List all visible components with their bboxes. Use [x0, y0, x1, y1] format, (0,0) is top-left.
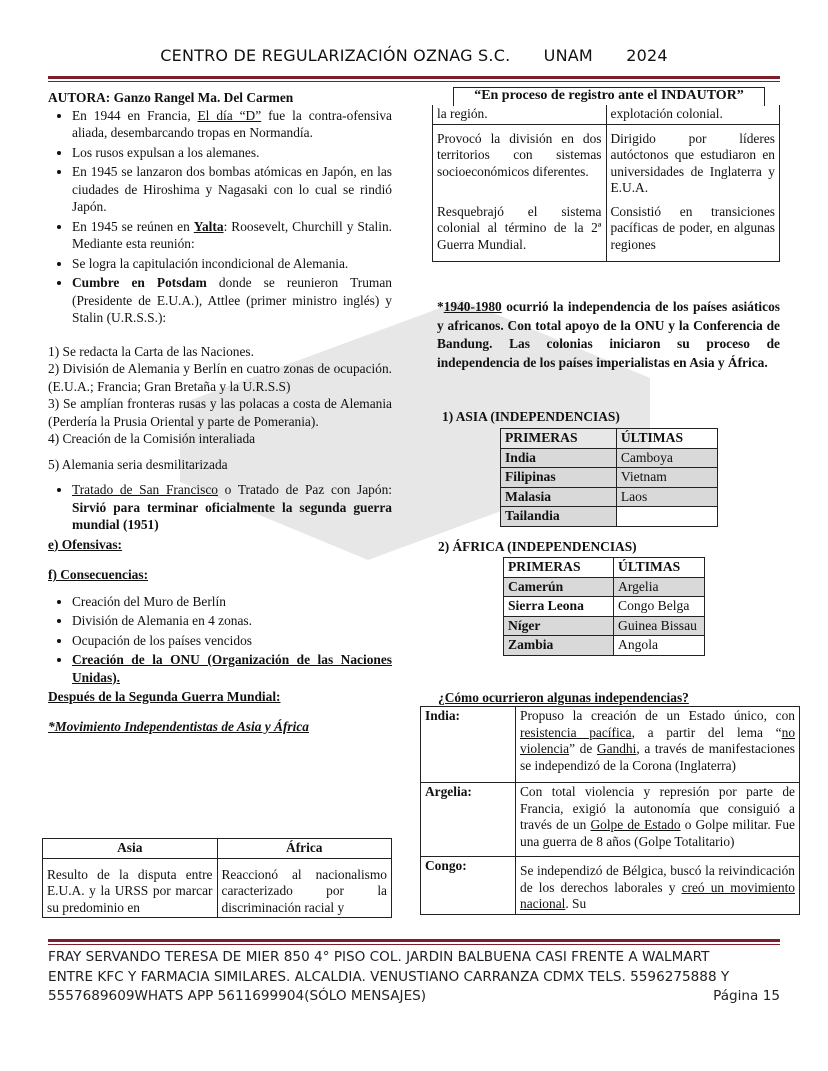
header-org: CENTRO DE REGULARIZACIÓN OZNAG S.C.	[160, 46, 511, 65]
numbered-item: 4) Creación de la Comisión interaliada	[48, 431, 256, 446]
left-column	[48, 89, 392, 735]
list-item: • En 1944 en Francia, El día “D” fue la contra-ofensiva aliada, desembarcando tropas en Normandía.	[72, 107, 392, 142]
list-item: • Tratado de San Francisco o Tratado de Paz con Japón: Sirvió para terminar oficialmente la segunda guerra mundial (1951)	[72, 481, 392, 534]
table-cell: Provocó la división en dos territorios con sistemas socioeconómicos diferentes.	[433, 124, 607, 198]
table-cell: Camerún	[508, 578, 564, 594]
table-cell: India	[505, 449, 536, 465]
consequences-list	[48, 593, 392, 687]
table-cell: Propuso la creación de un Estado único, con resistencia pacífica, a partir del lema “no violencia” de Gandhi, a través de manifestaciones se independizó de la Corona (Inglaterra)	[516, 707, 800, 783]
list-item: • En 1945 se reúnen en Yalta: Roosevelt, Churchill y Stalin. Mediante esta reunión:	[72, 218, 392, 253]
table-cell: Guinea Bissau	[614, 616, 705, 636]
table-cell: Camboya	[616, 448, 717, 468]
footer-rule	[48, 939, 780, 945]
row-label: Congo:	[425, 858, 467, 873]
table-cell: Consistió en transiciones pacíficas de poder, en algunas regiones	[606, 198, 780, 262]
table-cell: Malasia	[505, 488, 552, 504]
page-footer	[48, 948, 780, 1007]
column-header: Asia	[43, 839, 218, 859]
column-header: PRIMERAS	[501, 429, 617, 449]
list-item: • Se logra la capitulación incondicional de Alemania.	[72, 255, 392, 273]
characteristics-table	[432, 105, 780, 262]
how-table	[420, 706, 800, 915]
footer-phones: 5557689609WHATS APP 5611699904(SÓLO MENSAJES)	[48, 988, 427, 1004]
numbered-item: 5) Alemania seria desmilitarizada	[48, 456, 228, 472]
numbered-item: 2) División de Alemania y Berlín en cuatro zonas de ocupación. (E.U.A.; Francia; Gran Bretaña y la U.R.S.S)	[48, 361, 392, 394]
table-cell: la región.	[433, 105, 607, 124]
africa-table	[503, 557, 705, 656]
list-item: • División de Alemania en 4 zonas.	[72, 612, 392, 630]
list-item: • Ocupación de los países vencidos	[72, 632, 392, 650]
asia-africa-table	[42, 838, 392, 918]
header-inst: UNAM	[543, 46, 593, 65]
header-rule	[48, 76, 780, 82]
independence-paragraph: *1940-1980 ocurrió la independencia de los países asiáticos y africanos. Con total apoyo de la ONU y la Conferencia de Bandung. Las colonias iniciaron su proceso de independencia de los países imperialistas en Asia y África.	[437, 299, 780, 370]
table-cell	[616, 507, 717, 527]
table-cell: Con total violencia y represión por parte de Francia, exigió la autonomía que consiguió a través de un Golpe de Estado o Golpe militar. Fue una guerra de 8 años (Golpe Totalitario)	[516, 783, 800, 857]
list-item: • Creación del Muro de Berlín	[72, 593, 392, 611]
table-cell: Argelia	[614, 577, 705, 597]
column-header: África	[217, 839, 392, 859]
author: AUTORA: Ganzo Rangel Ma. Del Carmen	[48, 90, 294, 105]
list-item: • Los rusos expulsan a los alemanes.	[72, 144, 392, 162]
indautor-notice: “En proceso de registro ante el INDAUTOR”	[453, 87, 765, 106]
events-list	[48, 107, 392, 327]
column-header: ÚLTIMAS	[616, 429, 717, 449]
numbered-item: 1) Se redacta la Carta de las Naciones.	[48, 343, 254, 359]
footer-address: ENTRE KFC Y FARMACIA SIMILARES. ALCALDIA. VENUSTIANO CARRANZA CDMX TELS. 5596275888 Y	[48, 968, 730, 985]
section-f: f) Consecuencias:	[48, 567, 149, 582]
table-cell: Resquebrajó el sistema colonial al término de la 2ª Guerra Mundial.	[433, 198, 607, 262]
asia-heading: 1) ASIA (INDEPENDENCIAS)	[442, 409, 620, 424]
list-item: • Cumbre en Potsdam donde se reunieron Truman (Presidente de E.U.A.), Attlee (primer ministro inglés) y Stalin (U.R.S.S.):	[72, 274, 392, 327]
table-cell: Resulto de la disputa entre E.U.A. y la URSS por marcar su predominio en	[43, 858, 218, 918]
row-label: India:	[425, 708, 460, 723]
table-cell: Se independizó de Bélgica, buscó la reivindicación de los derechos laborales y creó un movimiento nacional. Su	[516, 857, 800, 915]
table-cell: Sierra Leona	[508, 598, 584, 613]
how-heading: ¿Cómo ocurrieron algunas independencias?	[438, 690, 689, 705]
page-number: Página 15	[713, 988, 780, 1004]
list-item: • En 1945 se lanzaron dos bombas atómicas en Japón, en las ciudades de Hiroshima y Nagasaki con lo cual se rindió Japón.	[72, 163, 392, 216]
row-label: Argelia:	[425, 784, 472, 799]
header-year: 2024	[626, 46, 668, 65]
table-cell: Filipinas	[505, 469, 556, 484]
table-cell: Laos	[616, 487, 717, 507]
table-cell: Tailandia	[505, 508, 560, 523]
table-cell: Níger	[508, 617, 541, 633]
table-cell: Dirigido por líderes autóctonos que estudiaron en universidades de Inglaterra y E.U.A.	[606, 124, 780, 198]
list-item: • Creación de la ONU (Organización de las Naciones Unidas).	[72, 651, 392, 686]
table-cell: explotación colonial.	[606, 105, 780, 124]
asia-table	[500, 428, 718, 527]
treaty-list	[48, 481, 392, 534]
footer-address: FRAY SERVANDO TERESA DE MIER 850 4° PISO COL. JARDIN BALBUENA CASI FRENTE A WALMART	[48, 949, 710, 965]
page-header	[0, 46, 828, 65]
table-cell: Reaccionó al nacionalismo caracterizado por la discriminación racial y	[217, 858, 392, 918]
table-cell: Vietnam	[616, 468, 717, 488]
table-cell: Angola	[614, 636, 705, 656]
africa-heading: 2) ÁFRICA (INDEPENDENCIAS)	[438, 539, 637, 554]
column-header: ÚLTIMAS	[614, 558, 705, 578]
table-cell: Zambia	[508, 637, 554, 652]
table-cell: Congo Belga	[614, 597, 705, 617]
after-war-heading: Después de la Segunda Guerra Mundial:	[48, 689, 281, 704]
section-e: e) Ofensivas:	[48, 536, 123, 552]
numbered-item: 3) Se amplían fronteras rusas y las polacas a costa de Alemania (Perdería la Prusia Oriental y parte de Pomerania).	[48, 396, 392, 429]
column-header: PRIMERAS	[504, 558, 614, 578]
movement-heading: *Movimiento Independentistas de Asia y África	[48, 718, 309, 734]
